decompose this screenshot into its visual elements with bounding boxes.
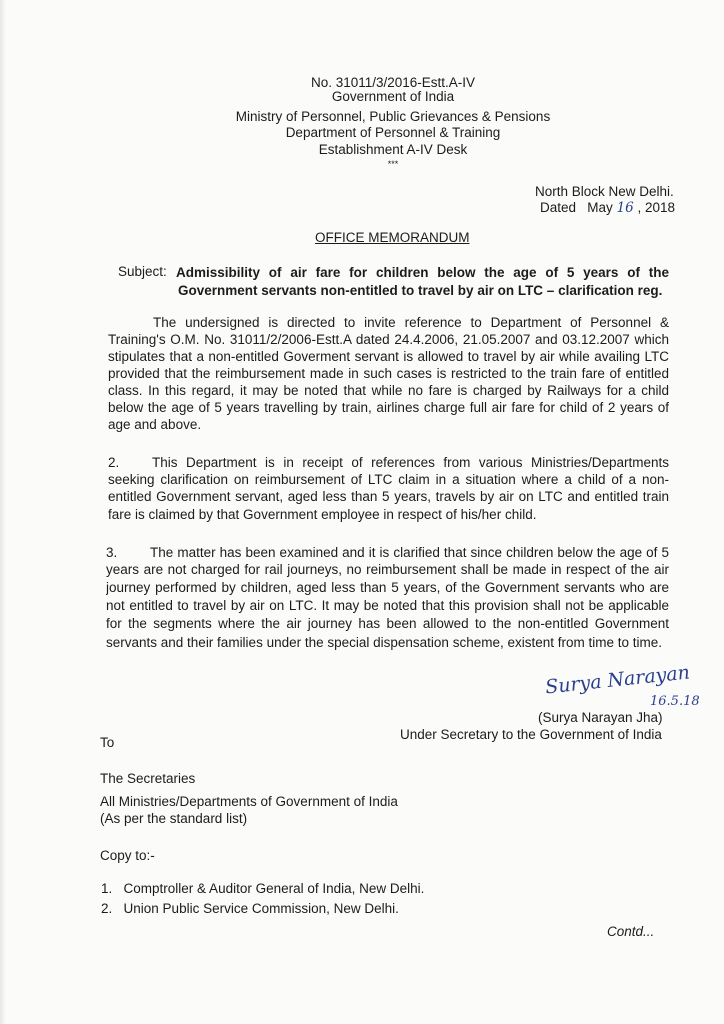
paragraph-number: 2.: [108, 455, 120, 470]
desk-line: Establishment A-IV Desk: [318, 142, 468, 157]
paragraph-number: 3.: [106, 545, 118, 560]
government-line: Government of India: [331, 89, 455, 104]
copy-to-item: [101, 901, 399, 917]
scan-edge: [0, 0, 6, 1024]
paragraph-line: The undersigned is directed to invite reference to Department of Personnel &: [153, 315, 669, 330]
paragraph-line: provided that the reimbursement made in such cases is restricted to the train fare of entitled: [108, 366, 669, 381]
paragraph-line: below the age of 5 years travelling by train, airlines charge full air fare for child of 2 years of: [108, 400, 669, 415]
copy-to-text: Union Public Service Commission, New Delhi.: [123, 901, 399, 916]
recipient-line: The Secretaries: [100, 771, 196, 786]
date-line: [540, 200, 675, 216]
recipient-line: (As per the standard list): [100, 811, 248, 826]
signatory-name: (Surya Narayan Jha): [538, 710, 663, 725]
paragraph-line: The matter has been examined and it is clarified that since children below the age of 5: [150, 545, 669, 560]
file-number: No. 31011/3/2016-Estt.A-IV: [310, 75, 476, 90]
signature-date: 16.5.18: [650, 694, 700, 709]
paragraph-line: journey performed by children, aged less than 5 years, of the Government servants who are: [106, 580, 669, 595]
copy-to-number: 2.: [101, 901, 113, 916]
date-year: , 2018: [637, 200, 676, 215]
date-month: May: [587, 200, 613, 215]
recipient-line: All Ministries/Departments of Government of India: [100, 794, 398, 809]
paragraph-line: class. In this regard, it may be noted that while no fare is charged by Railways for a child: [108, 383, 669, 398]
copy-to-number: 1.: [101, 881, 113, 896]
date-day-handwritten: 16: [616, 200, 634, 216]
subject-label: Subject:: [118, 264, 167, 279]
handwritten-signature: Surya Narayan: [544, 661, 691, 699]
subject-line: Admissibility of air fare for children below the age of 5 years of the: [176, 265, 669, 280]
signatory-designation: Under Secretary to the Government of India: [400, 727, 662, 742]
memo-title: OFFICE MEMORANDUM: [315, 230, 470, 245]
paragraph-line: age and above.: [108, 417, 202, 432]
paragraph-line: This Department is in receipt of references from various Ministries/Departments: [152, 455, 669, 470]
department-line: Department of Personnel & Training: [285, 125, 501, 140]
paragraph-line: entitled Government servant, aged less than 5 years, travels by air on LTC and entitled train: [108, 489, 669, 504]
paragraph-line: not entitled to travel by air on LTC. It may be noted that this provision shall not be applicable: [106, 598, 669, 613]
paragraph-line: fare is claimed by that Government employee in respect of his/her child.: [108, 507, 537, 522]
continued-note: Contd...: [607, 924, 655, 939]
paragraph-line: Training's O.M. No. 31011/2/2006-Estt.A dated 24.4.2006, 21.05.2007 and 03.12.2007 which: [108, 332, 669, 347]
paragraph-line: for the segments where the air journey has been allowed to the non-entitled Government: [106, 616, 669, 631]
paragraph-line: years are not charged for rail journeys, no reimbursement shall be made in respect of the air: [106, 562, 669, 577]
place: North Block New Delhi.: [535, 184, 674, 199]
copy-to-text: Comptroller & Auditor General of India, New Delhi.: [123, 881, 425, 896]
ministry-line: Ministry of Personnel, Public Grievances & Pensions: [235, 109, 551, 124]
copy-to-item: [101, 881, 424, 897]
paragraph-line: stipulates that a non-entitled Goverment servant is allowed to travel by air while availing LTC: [108, 349, 669, 364]
paragraph-line: servants and their families under the special dispensation scheme, existent from time to time.: [106, 635, 663, 650]
copy-to-label: Copy to:-: [100, 848, 155, 863]
subject-line: Government servants non-entitled to travel by air on LTC – clarification reg.: [178, 283, 663, 298]
to-label: To: [100, 735, 115, 750]
date-label: Dated: [540, 200, 577, 215]
paragraph-line: seeking clarification on reimbursement of LTC claim in a situation where a child of a non-: [108, 472, 669, 487]
separator-stars: ***: [387, 159, 399, 169]
